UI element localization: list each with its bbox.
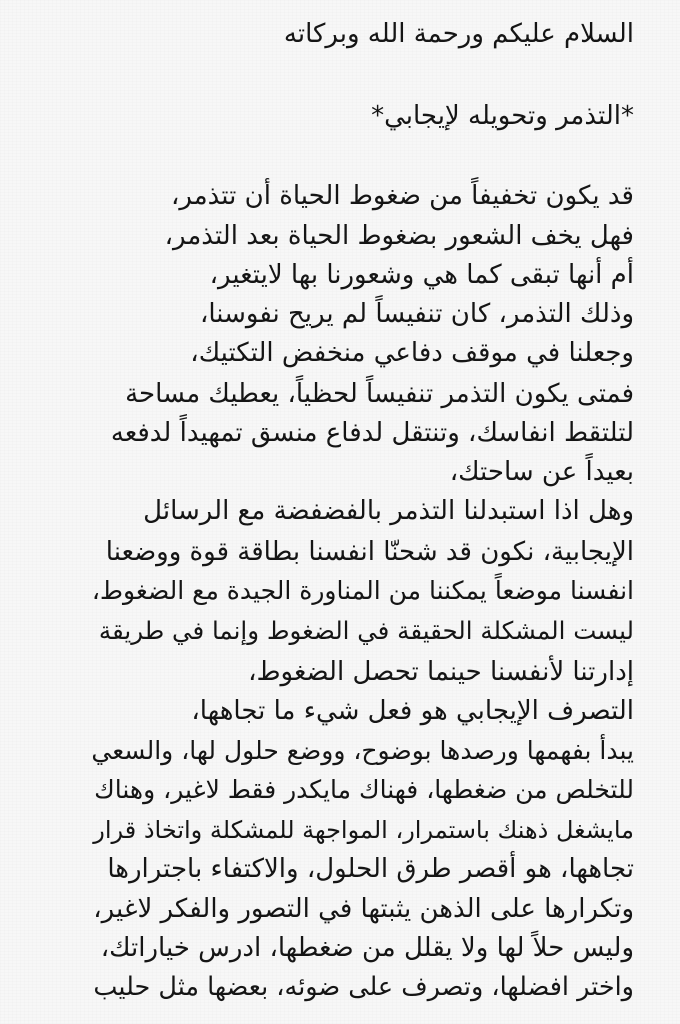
body-line: قد يكون تخفيفاً من ضغوط الحياة أن تتذمر، <box>171 181 634 211</box>
body-line: فهل يخف الشعور بضغوط الحياة بعد التذمر، <box>164 221 634 251</box>
body-line: للتخلص من ضغطها، فهناك مايكدر فقط لاغير، وهناك <box>94 775 634 804</box>
note-title: *التذمر وتحويله لإيجابي* <box>371 101 634 131</box>
body-line: وهل اذا استبدلنا التذمر بالفضفضة مع الرسائل <box>143 496 634 526</box>
greeting-line: السلام عليكم ورحمة الله وبركاته <box>283 19 634 49</box>
body-line: وذلك التذمر، كان تنفيساً لم يريح نفوسنا، <box>199 299 634 329</box>
body-line: لتلتقط انفاسك، وتنتقل لدفاع منسق تمهيداً لدفعه <box>110 418 634 448</box>
body-line: فمتى يكون التذمر تنفيساً لحظياً، يعطيك مساحة <box>125 379 634 409</box>
body-line: تجاهها، هو أقصر طرق الحلول، والاكتفاء باجترارها <box>107 854 634 884</box>
body-line: يبدأ بفهمها ورصدها بوضوح، ووضع حلول لها، والسعي <box>91 736 634 765</box>
body-line: إدارتنا لأنفسنا حينما تحصل الضغوط، <box>248 657 634 687</box>
body-line: وجعلنا في موقف دفاعي منخفض التكتيك، <box>190 338 634 368</box>
body-line: التصرف الإيجابي هو فعل شيء ما تجاهها، <box>191 696 634 726</box>
body-line: ليست المشكلة الحقيقة في الضغوط وإنما في طريقة <box>98 616 634 645</box>
body-line: وتكرارها على الذهن يثبتها في التصور والفكر لاغير، <box>93 894 634 924</box>
body-line: واختر افضلها، وتصرف على ضوئه، بعضها مثل حليب <box>93 972 634 1002</box>
body-line: مايشغل ذهنك باستمرار، المواجهة للمشكلة واتخاذ قرار <box>93 816 634 844</box>
body-line: أم أنها تبقى كما هي وشعورنا بها لايتغير، <box>209 260 634 290</box>
body-line: الإيجابية، نكون قد شحنّا انفسنا بطاقة قوة ووضعنا <box>105 537 634 567</box>
body-line: وليس حلاً لها ولا يقلل من ضغطها، ادرس خياراتك، <box>100 933 634 963</box>
body-line: انفسنا موضعاً يمكننا من المناورة الجيدة مع الضغوط، <box>91 576 634 605</box>
body-line: بعيداً عن ساحتك، <box>449 457 634 487</box>
